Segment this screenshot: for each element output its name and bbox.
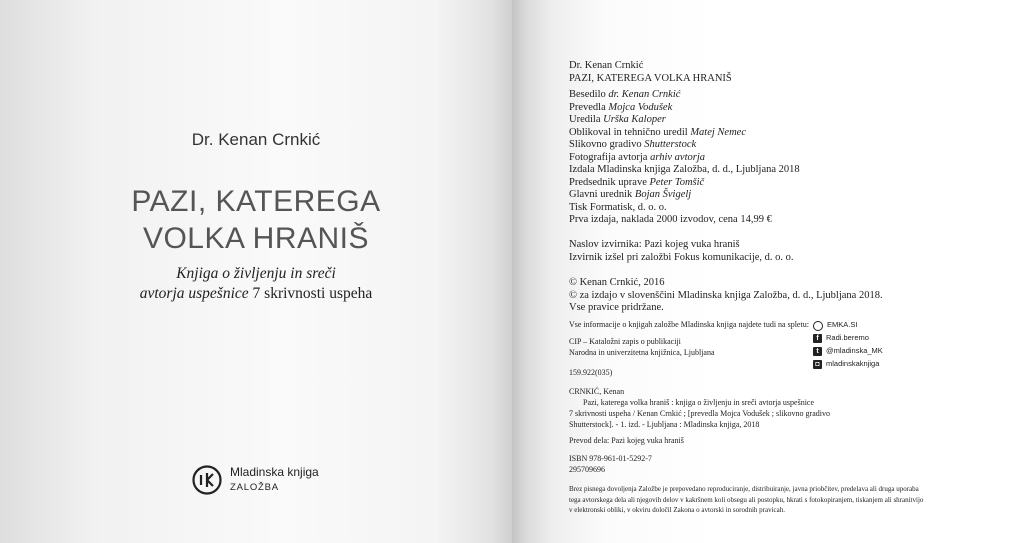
legal-line: tega avtorskega dela ali njegovih delov v kakršnem koli obsegu ali postopku, hkrati s fotokopiranjem, tiskanjem ali shranitvijo [569,495,924,504]
facebook-icon: f [813,334,822,343]
credit-line: Oblikoval in tehnično uredil Matej Nemec [569,126,746,138]
isbn: ISBN 978-961-01-5292-7 [569,454,652,463]
subtitle-line-2 [0,284,512,304]
credit-line: Uredila Urška Kaloper [569,114,666,125]
legal-line: Brez pisnega dovoljenja Založbe je prepovedano reproduciranje, distribuiranje, javna priobčitev, predelava ali druga uporaba [569,485,919,493]
credit-line: Glavni urednik Bojan Švigelj [569,189,692,200]
credit-line: Izdala Mladinska knjiga Založba, d. d., Ljubljana 2018 [569,164,800,175]
book-title-line-1: PAZI, KATEREGA [131,185,381,218]
social-link-facebook[interactable]: f Radi.beremo [813,332,963,345]
credit-line: Prevedla Mojca Vodušek [569,101,673,113]
legal-notice [569,484,923,516]
record-author: CRNKIĆ, Kenan [569,387,625,396]
cobiss-id: 295709696 [569,465,605,474]
record-line: 7 skrivnosti uspeha / Kenan Crnkić ; [prevedla Mojca Vodušek ; slikovno gradivo [569,409,830,418]
rights-reserved: Vse pravice pridržane. [569,302,664,313]
original-publisher: Izvirnik izšel pri založbi Fokus komunikacije, d. o. o. [569,251,794,263]
mladinska-knjiga-logo-icon [192,465,222,495]
publisher-sub: ZALOŽBA [230,482,279,493]
emka-icon [813,321,823,331]
credit-line: Besedilo dr. Kenan Crnkić [569,89,681,100]
subtitle-italic-part: avtorja uspešnice [139,285,249,302]
social-link-instagram[interactable]: ◘ mladinskaknjiga [813,358,963,371]
copyright-line: © za izdajo v slovenščini Mladinska knjiga Založba, d. d., Ljubljana 2018. [569,289,883,301]
record-line: Pazi, katerega volka hraniš : knjiga o življenju in sreči avtorja uspešnice [583,398,815,407]
social-link-twitter[interactable]: t @mladinska_MK [813,345,963,358]
social-link-emka[interactable]: EMKA.SI [813,319,963,332]
legal-line: v elektronski obliki, v okviru določil Zakona o avtorski in sorodnih pravicah. [569,506,785,514]
publisher-text [230,465,319,495]
subtitle-line-1: Knjiga o življenju in sreči [176,265,336,282]
original-edition-info [569,239,794,264]
colophon-author: Dr. Kenan Crnkić [569,60,644,71]
colophon-title: PAZI, KATEREGA VOLKA HRANIŠ [569,72,732,84]
credit-line: Fotografija avtorja arhiv avtorja [569,151,705,163]
book-title [0,183,512,257]
info-line: Vse informacije o knjigah založbe Mladinska knjiga najdete tudi na spletu: [569,320,809,329]
credit-line: Tisk Formatisk, d. o. o. [569,201,667,213]
cip-number: 159.922(035) [569,368,613,377]
copyright-line: © Kenan Crnkić, 2016 [569,277,665,288]
translation-of: Prevod dela: Pazi kojeg vuka hraniš [569,436,684,445]
credit-line: Prva izdaja, naklada 2000 izvodov, cena 14,99 € [569,214,772,225]
colophon-header [569,60,732,85]
book-subtitle [0,264,512,304]
isbn-block [569,453,652,475]
instagram-icon: ◘ [813,360,822,369]
catalog-record [569,386,830,430]
record-line: Shutterstock]. - 1. izd. - Ljubljana : Mladinska knjiga, 2018 [569,420,760,429]
original-title: Naslov izvirnika: Pazi kojeg vuka hraniš [569,239,740,250]
subtitle-regular-part: 7 skrivnosti uspeha [248,285,373,302]
cip-line: CIP – Kataložni zapis o publikaciji [569,337,681,346]
credit-line: Predsednik uprave Peter Tomšič [569,176,705,188]
twitter-icon: t [813,347,822,356]
social-links [813,319,963,371]
author-name: Dr. Kenan Crnkić [191,130,321,149]
publisher-logo-block [192,462,342,498]
book-title-line-2: VOLKA HRANIŠ [142,222,370,255]
copyright-info [569,277,883,315]
cip-library: Narodna in univerzitetna knjižnica, Ljubljana [569,348,715,357]
credit-line: Slikovno gradivo Shutterstock [569,139,697,150]
publisher-name: Mladinska knjiga [230,465,319,479]
info-text-block [569,319,819,358]
credits-list [569,89,800,227]
